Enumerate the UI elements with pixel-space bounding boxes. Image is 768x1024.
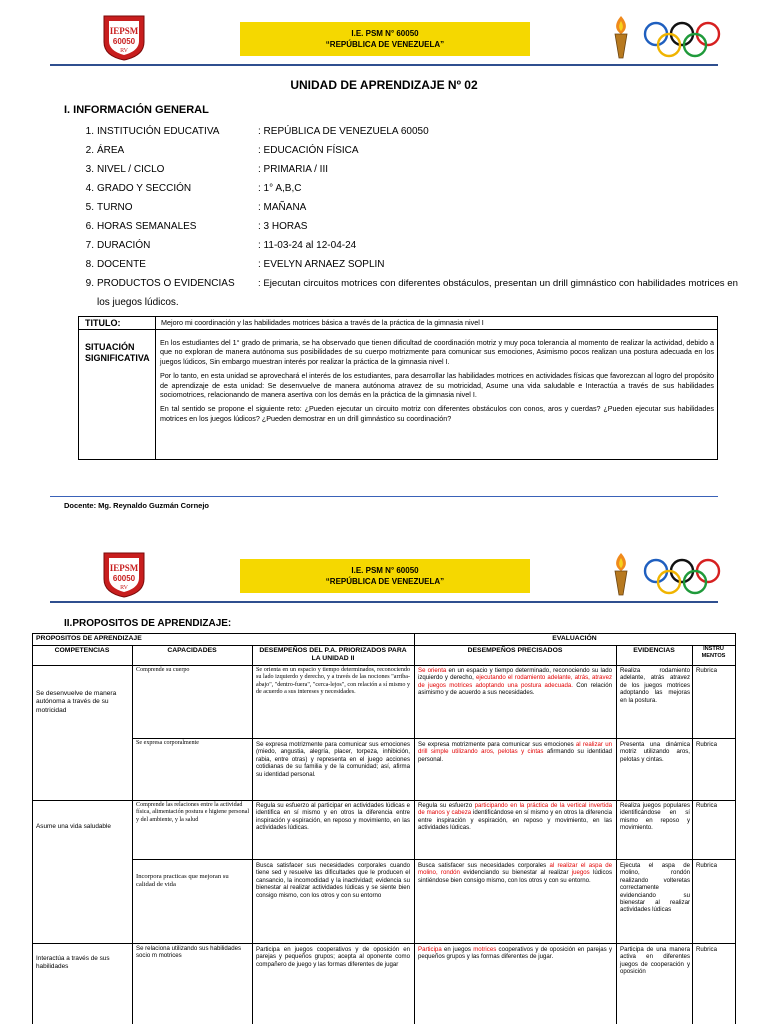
desempeno-1: Se orienta en un espacio y tiempo determinados, reconociendo su lado izquierdo y derecho, y a través de las nociones "arriba-abajo", "dentro-fuera", "cerca-lejos", con relación a sí mismo y de acuerdo a sus intereses y necesidades. bbox=[256, 667, 410, 696]
desempeno-4: Busca satisfacer sus necesidades corporales cuando tiene sed y resuelve las dificultades que le producen el cansancio, la incomodidad y la inactividad; evidencia su bienestar al realizar actividades lúdicas y se siente bien consigo mismo, con los otros y con su entorno bbox=[256, 862, 410, 899]
evidencia-5: Participa de una manera activa en diferentes juegos de cooperación y oposición bbox=[620, 946, 690, 976]
seal-text: IEPSM bbox=[109, 26, 139, 36]
situacion-paragraph: En los estudiantes del 1° grado de primaria, se ha observado que tienen dificultad de coordinación motriz y muy poca tolerancia al momento de realizar la actividad, debido a que no exploran de manera autónoma sus posibilidades de su cuerpo motrizmente para comunicar sus emociones, Asimismo pocos realizan una postura adecuada en los juegos lúdicos, Sin embargo muestran interés por realizar la práctica de la gimnasia nivel I. bbox=[160, 338, 714, 366]
school-name-banner bbox=[240, 22, 530, 56]
desempeno-2: Se expresa motrizmente para comunicar sus emociones (miedo, angustia, alegría, placer, torpeza, inhibición, rabia, entre otras) y representa en el juego acciones cotidianas de su familia y de la comunidad; así, afirma su identidad personal. bbox=[256, 741, 410, 778]
unit-title: UNIDAD DE APRENDIZAJE Nº 02 bbox=[290, 78, 478, 92]
competencia-3: Interactúa a través de sus habilidades bbox=[36, 955, 110, 970]
evidencia-4: Ejecuta el aspa de molino, rondón realizando volteretas correctamente evidenciando su bienestar al realizar actividades lúdicas bbox=[620, 862, 690, 914]
situacion-paragraph: En tal sentido se propone el siguiente reto: ¿Pueden ejecutar un circuito motriz con diferentes obstáculos con conos, aros y cuerdas? ¿Pueden ejecutar sus habilidades motrices en los juegos lúdicos? ¿Pueden demostrar en un drill gimnástico su coordinación? bbox=[160, 404, 714, 423]
evidencia-3: Realiza juegos populares identificándose en sí mismo en reposo y movimiento. bbox=[620, 802, 690, 832]
desempeno-3: Regula su esfuerzo al participar en actividades lúdicas e identifica en sí mismo y en otros la diferencia entre inspiración y espiración, en reposo y movimiento, en las actividades lúdicas. bbox=[256, 802, 410, 832]
competencia-1: Se desenvuelve de manera autónoma a través de su motricidad bbox=[36, 690, 117, 714]
school-seal bbox=[98, 549, 150, 599]
header-desempenos: DESEMPEÑOS DEL P.A. PRIORIZADOS PARA LA UNIDAD II bbox=[259, 647, 407, 662]
school-seal bbox=[98, 12, 150, 62]
capacidad-5: Se relaciona utilizando sus habilidades socio m motrices bbox=[136, 945, 242, 960]
header-precisados: DESEMPEÑOS PRECISADOS bbox=[467, 647, 563, 654]
capacidad-4: Incorpora practicas que mejoran su calidad de vida bbox=[136, 873, 229, 889]
capacidad-3: Comprende las relaciones entre la actividad física, alimentación postura e higiene personal y del ambiente, y la salud bbox=[136, 802, 250, 823]
title-situation-table bbox=[78, 316, 718, 460]
capacidad-1: Comprende su cuerpo bbox=[136, 667, 190, 673]
olympic-rings-icon bbox=[636, 20, 756, 60]
instrumento-3: Rubrica bbox=[696, 802, 717, 809]
header-propositos: PROPOSITOS DE APRENDIZAJE bbox=[36, 635, 142, 642]
footer-rule bbox=[50, 496, 718, 497]
precisado-2: Se expresa motrizmente para comunicar sus emociones al realizar un drill simple utilizando aros, pelotas y cintas afirmando su identidad personal. bbox=[418, 741, 612, 763]
header-competencias: COMPETENCIAS bbox=[54, 647, 110, 654]
precisado-3: Regula su esfuerzo participando en la práctica de la vertical invertida de manos y cabeza identificándose en sí mismo y en otros la diferencia entre inspiración y espiración, en reposo y movimiento, en las actividades lúdicas. bbox=[418, 802, 612, 832]
precisado-1: Se orienta en un espacio y tiempo determinado, reconociendo su lado izquierdo y derecho, ejecutando el rodamiento adelante, atrás, atravez de juegos motrices adoptando una postura adecuada. Con relación asimismo y de acuerdo a sus necesidades. bbox=[418, 667, 613, 697]
header-instrumentos: INSTRU MENTOS bbox=[701, 646, 726, 659]
torch-icon bbox=[608, 551, 634, 597]
situacion-label: SITUACIÓN SIGNIFICATIVA bbox=[85, 342, 150, 363]
svg-text:RV: RV bbox=[120, 48, 128, 54]
precisado-5: Participa en juegos motrices cooperativos y de oposición en parejas y pequeños grupos y las formas diferentes de jugar. bbox=[418, 946, 612, 961]
school-motto: “REPÚBLICA DE VENEZUELA” bbox=[325, 40, 445, 49]
purposes-table bbox=[32, 633, 736, 1024]
svg-text:60050: 60050 bbox=[112, 37, 136, 46]
svg-text:60050: 60050 bbox=[112, 574, 136, 583]
titulo-text: Mejoro mi coordinación y las habilidades motrices básica a través de la práctica de la gimnasia nivel I bbox=[161, 318, 484, 327]
header-evaluacion: EVALUACIÓN bbox=[552, 635, 597, 642]
competencia-2: Asume una vida saludable bbox=[36, 823, 111, 830]
school-name-banner bbox=[240, 559, 530, 593]
school-motto: “REPÚBLICA DE VENEZUELA” bbox=[325, 577, 445, 586]
instrumento-5: Rubrica bbox=[696, 946, 717, 953]
section-general-info: I. INFORMACIÓN GENERAL bbox=[64, 104, 209, 116]
header-capacidades: CAPACIDADES bbox=[167, 647, 217, 654]
situacion-paragraph: Por lo tanto, en esta unidad se aprovechará el interés de los estudiantes, para desarrollar las habilidades motrices en actividades físicas que favorezcan al logro del propósito de aprendizaje de esta unidad: Se desenvuelve de manera autónoma atravez de su motricidad, Asume una vida saludable e Interactúa a través de sus habilidades sociomotrices, relacionando de manera asertiva con los demás en la práctica de la gimnasia nivel I. bbox=[160, 371, 714, 400]
precisado-4: Busca satisfacer sus necesidades corporales al realizar el aspa de molino, rondón evidenciando su bienestar al realizar juegos lúdicos sintiéndose bien consigo mismo, con los otros y con su entorno. bbox=[418, 862, 612, 884]
info-continuation: los juegos lúdicos. bbox=[97, 297, 179, 308]
evidencia-1: Realiza rodamiento adelante, atrás atravez de los juegos motrices adoptando las mejoras en la postura. bbox=[620, 667, 690, 704]
torch-icon bbox=[608, 14, 634, 60]
instrumento-1: Rubrica bbox=[696, 667, 717, 674]
capacidad-2: Se expresa corporalmente bbox=[136, 740, 199, 746]
header-rule bbox=[50, 64, 718, 66]
svg-text:IEPSM: IEPSM bbox=[109, 563, 139, 573]
titulo-label: TITULO: bbox=[85, 318, 121, 328]
header-rule bbox=[50, 601, 718, 603]
section-learning-purposes: II.PROPOSITOS DE APRENDIZAJE: bbox=[64, 618, 232, 629]
school-name: I.E. PSM N° 60050 bbox=[351, 566, 419, 575]
school-name: I.E. PSM N° 60050 bbox=[351, 29, 419, 38]
situacion-text bbox=[160, 338, 714, 428]
instrumento-2: Rubrica bbox=[696, 741, 717, 748]
svg-text:RV: RV bbox=[120, 585, 128, 591]
header-evidencias: EVIDENCIAS bbox=[633, 647, 675, 654]
instrumento-4: Rubrica bbox=[696, 862, 717, 869]
evidencia-2: Presenta una dinámica motriz utilizando aros, pelotas y cintas. bbox=[620, 741, 690, 763]
docente-footer: Docente: Mg. Reynaldo Guzmán Cornejo bbox=[64, 501, 210, 510]
olympic-rings-icon bbox=[636, 557, 756, 597]
desempeno-5: Participa en juegos cooperativos y de oposición en parejas y pequeños grupos; acepta al oponente como compañero de juego y las formas diferentes de jugar bbox=[256, 946, 410, 968]
